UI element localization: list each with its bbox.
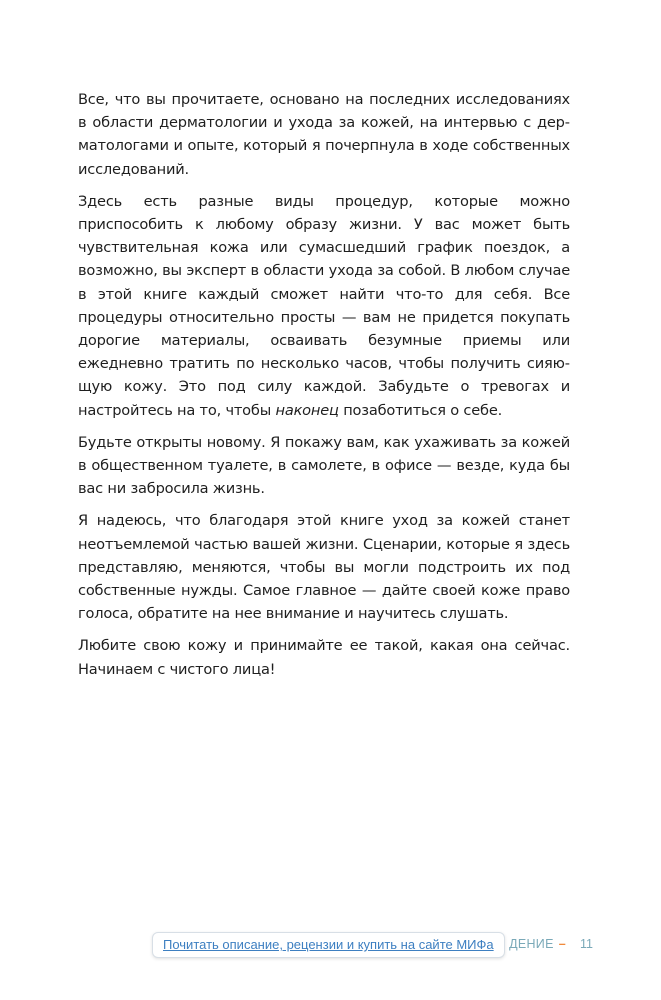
paragraph: Я надеюсь, что благодаря этой книге уход за кожей станет неотъемлемой частью вашей жизни. Сценарии, которые я здесь представляю, меняются, чтобы вы могли подстроить их под собственные нужды. Самое главное — дайте своей коже право голоса, обратите на нее внимание и научитесь слушать.: [78, 512, 570, 623]
page-number: 11: [580, 937, 593, 951]
running-head: [509, 937, 571, 951]
page-body: [78, 88, 570, 690]
paragraph: [78, 190, 570, 422]
page-footer: [0, 930, 661, 960]
buy-book-link[interactable]: Почитать описание, рецензии и купить на сайте МИФа: [152, 932, 505, 958]
running-head-label: ДЕНИЕ: [509, 937, 554, 951]
emphasis-text: наконец: [275, 401, 339, 419]
paragraph-text: позаботиться о себе.: [338, 401, 503, 419]
separator-dash: –: [558, 937, 566, 951]
paragraph: Любите свою кожу и принимайте ее такой, какая она сейчас. Начинаем с чистого лица!: [78, 637, 570, 678]
paragraph: Все, что вы прочитаете, основано на последних исследованиях в области дерматологии и ухода за кожей, на интервью с дерматологами и опыте, который я почерпнула в ходе собственных исследований.: [78, 91, 570, 178]
paragraph-text: Здесь есть разные виды процедур, которые можно приспособить к любому образу жизни. У вас может быть чувствительная кожа или сумасшедший график поездок, а возможно, вы эксперт в области ухода за собой. В любом случае в этой книге каждый сможет найти что-то для себя. Все процедуры относительно просты — вам не придется покупать дорогие материалы, осваивать безумные приемы или ежедневно тратить по несколько часов, чтобы получить сияющую кожу. Это под силу каждой. Забудьте о тревогах и настройтесь на то, чтобы: [78, 192, 570, 419]
paragraph: Будьте открыты новому. Я покажу вам, как ухаживать за кожей в общественном туалете, в самолете, в офисе — везде, куда бы вас ни забросила жизнь.: [78, 433, 570, 498]
